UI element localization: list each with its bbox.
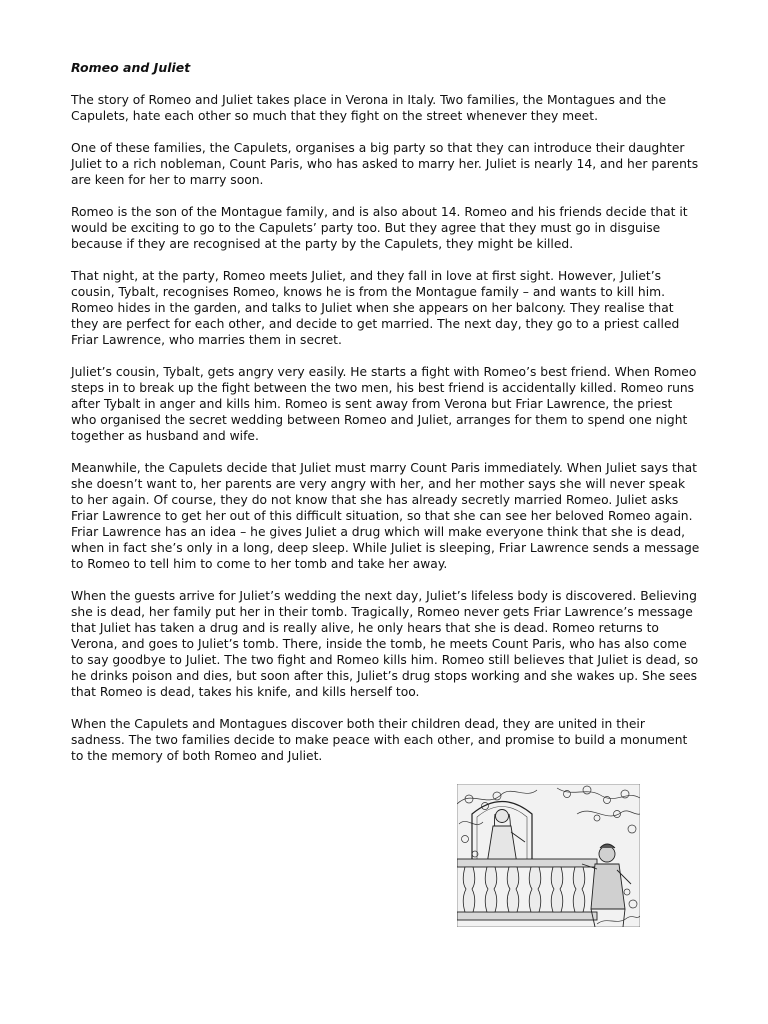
paragraph-setting: The story of Romeo and Juliet takes place in Verona in Italy. Two families, the Montagues and the Capulets, hate each other so much that they fight on the street whenever they meet.: [71, 93, 667, 123]
paragraph-meeting: That night, at the party, Romeo meets Juliet, and they fall in love at first sight. However, Juliet’s cousin, Tybalt, recognises Romeo, knows he is from the Montague family – and wants to kill him. Romeo hides in the garden, and talks to Juliet when she appears on her balcony. They realise that they are perfect for each other, and decide to get married. The next day, they go to a priest called Friar Lawrence, who marries them in secret.: [71, 269, 680, 347]
document-body: [71, 60, 701, 780]
balcony-scene-illustration: [457, 784, 640, 927]
paragraph-capulet-party: One of these families, the Capulets, organises a big party so that they can introduce their daughter Juliet to a rich nobleman, Count Paris, who has asked to marry her. Juliet is nearly 14, and her parents are keen for her to marry soon.: [71, 141, 699, 187]
paragraph-tybalt-fight: Juliet’s cousin, Tybalt, gets angry very easily. He starts a fight with Romeo’s best friend. When Romeo steps in to break up the fight between the two men, his best friend is accidentally killed. Romeo runs after Tybalt in anger and kills him. Romeo is sent away from Verona but Friar Lawrence, the priest who organised the secret wedding between Romeo and Juliet, arranges for them to spend one night together as husband and wife.: [71, 365, 697, 443]
balcony-illustration-drawing: [457, 784, 640, 927]
paragraph-tomb: When the guests arrive for Juliet’s wedding the next day, Juliet’s lifeless body is discovered. Believing she is dead, her family put her in their tomb. Tragically, Romeo never gets Friar Lawrence’s message that Juliet has taken a drug and is really alive, he only hears that she is dead. Romeo returns to Verona, and goes to Juliet’s tomb. There, inside the tomb, he meets Count Paris, who has also come to say goodbye to Juliet. The two fight and Romeo kills him. Romeo still believes that Juliet is dead, so he drinks poison and dies, but soon after this, Juliet’s drug stops working and she wakes up. She sees that Romeo is dead, takes his knife, and kills herself too.: [71, 589, 699, 699]
paragraph-friar-plan: Meanwhile, the Capulets decide that Juliet must marry Count Paris immediately. When Juliet says that she doesn’t want to, her parents are very angry with her, and her mother says she will never speak to her again. Of course, they do not know that she has already secretly married Romeo. Juliet asks Friar Lawrence to get her out of this difficult situation, so that she can see her beloved Romeo again. Friar Lawrence has an idea – he gives Juliet a drug which will make everyone think that she is dead, when in fact she’s only in a long, deep sleep. While Juliet is sleeping, Friar Lawrence sends a message to Romeo to tell him to come to her tomb and take her away.: [71, 461, 700, 571]
paragraph-romeo-disguise: Romeo is the son of the Montague family, and is also about 14. Romeo and his friends decide that it would be exciting to go to the Capulets’ party too. But they agree that they must go in disguise because if they are recognised at the party by the Capulets, they might be killed.: [71, 205, 688, 251]
paragraph-reconciliation: When the Capulets and Montagues discover both their children dead, they are united in their sadness. The two families decide to make peace with each other, and promise to build a monument to the memory of both Romeo and Juliet.: [71, 717, 688, 763]
document-title: Romeo and Juliet: [71, 60, 191, 75]
